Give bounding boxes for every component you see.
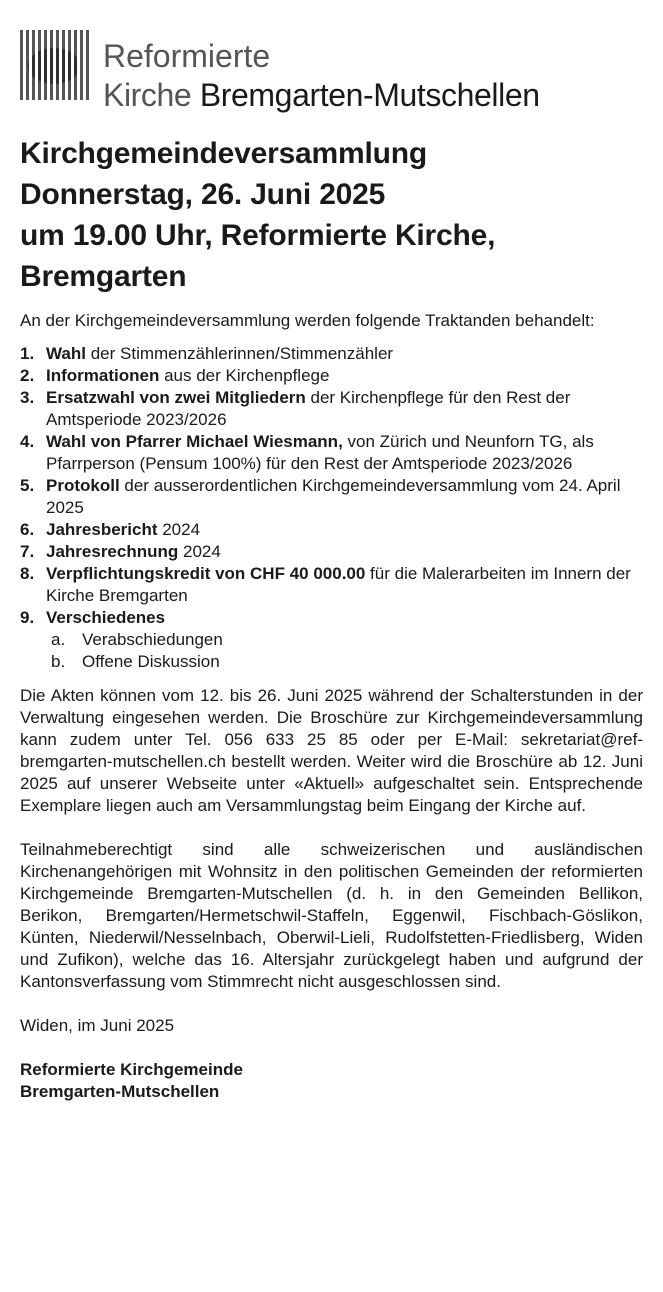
headline-line-2: Donnerstag, 26. Juni 2025	[20, 178, 386, 211]
agenda-subitem	[46, 651, 643, 673]
eligibility-paragraph: Teilnahmeberechtigt sind alle schweizerischen und ausländischen Kirchenangehörigen mit Wohnsitz in den politischen Gemeinden der reformierten Kirchgemeinde Bremgarten-Mutschellen (d. h. in den Gemeinden Bellikon, Berikon, Bremgarten/Hermetschwil-Staffeln, Eggenwil, Fischbach-Göslikon, Künten, Niederwil/Nesselnbach, Oberwil-Lieli, Rudolfstetten-Friedlisberg, Widen und Zufikon), welche das 16. Altersjahr zurückgelegt haben und aufgrund der Kantonsverfassung vom Stimmrecht nicht ausgeschlossen sind.	[20, 840, 643, 991]
agenda-item-number: 2.	[20, 366, 35, 385]
agenda-item-number: 8.	[20, 564, 35, 583]
intro-paragraph: An der Kirchgemeindeversammlung werden folgende Traktanden behandelt:	[20, 311, 595, 330]
agenda-item-title: Verpflichtungskredit von CHF 40 000.00	[46, 564, 366, 583]
church-logo-icon	[20, 26, 92, 106]
agenda-item-number: 5.	[20, 476, 35, 495]
agenda-item-number: 4.	[20, 432, 35, 451]
agenda-item-title: Wahl	[46, 344, 86, 363]
agenda-item-title: Jahresrechnung	[46, 542, 179, 561]
agenda-item	[20, 541, 643, 563]
agenda-item-number: 7.	[20, 542, 35, 561]
agenda-item	[20, 365, 643, 387]
agenda-subitem-text: Verabschiedungen	[82, 630, 223, 649]
logo-text-kirche-word: Kirche	[103, 77, 192, 113]
agenda-list	[20, 343, 643, 673]
agenda-item	[20, 343, 643, 365]
agenda-item	[20, 475, 643, 519]
agenda-item	[20, 607, 643, 673]
agenda-item-number: 9.	[20, 608, 35, 627]
logo-text-bremgarten: Bremgarten-Mutschellen	[199, 77, 540, 113]
agenda-item-title: Jahresbericht	[46, 520, 158, 539]
documents-paragraph: Die Akten können vom 12. bis 26. Juni 2025 während der Schalterstunden in der Verwaltung eingesehen werden. Die Broschüre zur Kirchgemeindeversammlung kann zudem unter Tel. 056 633 25 85 oder per E-Mail: sekretariat@ref-bremgarten-mutschellen.ch bestellt werden. Weiter wird die Broschüre ab 12. Juni 2025 auf unserer Webseite unter «Aktuell» aufgeschaltet sein. Entsprechende Exemplare liegen auch am Versammlungstag beim Eingang der Kirche auf.	[20, 686, 643, 815]
agenda-item-text: der ausserordentlichen Kirchgemeindeversammlung vom 24. April 2025	[46, 476, 621, 517]
logo-text-reformierte: Reformierte	[103, 38, 271, 74]
agenda-sublist	[46, 629, 643, 673]
headline-line-1: Kirchgemeindeversammlung	[20, 137, 427, 170]
agenda-item	[20, 387, 643, 431]
agenda-item-title: Ersatzwahl von zwei Mitgliedern	[46, 388, 306, 407]
agenda-item-number: 1.	[20, 344, 35, 363]
place-date: Widen, im Juni 2025	[20, 1016, 175, 1035]
agenda-subitem	[46, 629, 643, 651]
logo-text-kirche	[103, 79, 540, 111]
agenda-item	[20, 563, 643, 607]
agenda-item-title: Informationen	[46, 366, 160, 385]
agenda-item-text: von Zürich und Neunforn TG, als Pfarrperson (Pensum 100%) für den Rest der Amtsperiode 2023/2026	[46, 432, 594, 473]
signature	[20, 1059, 643, 1103]
agenda-item-text: für die Malerarbeiten im Innern der Kirche Bremgarten	[46, 564, 631, 605]
agenda-subitem-letter: b.	[51, 652, 66, 671]
agenda-item	[20, 519, 643, 541]
agenda-item-number: 3.	[20, 388, 35, 407]
agenda-item-title: Protokoll	[46, 476, 120, 495]
agenda-item-text: 2024	[157, 520, 201, 539]
agenda-item-text: 2024	[178, 542, 221, 561]
content	[20, 310, 643, 1103]
agenda-subitem-letter: a.	[51, 630, 66, 649]
agenda-item-number: 6.	[20, 520, 35, 539]
headline-line-3: um 19.00 Uhr, Reformierte Kirche,	[20, 219, 496, 252]
agenda-item-title: Verschiedenes	[46, 608, 166, 627]
agenda-item	[20, 431, 643, 475]
agenda-item-title: Wahl von Pfarrer Michael Wiesmann,	[46, 432, 343, 451]
logo	[20, 20, 660, 113]
signature-line-1: Reformierte Kirchgemeinde	[20, 1060, 243, 1079]
signature-line-2: Bremgarten-Mutschellen	[20, 1082, 220, 1101]
agenda-item-text: der Kirchenpflege für den Rest der Amtsperiode 2023/2026	[46, 388, 571, 429]
agenda-item-text: der Stimmenzählerinnen/Stimmenzähler	[85, 344, 394, 363]
agenda-subitem-text: Offene Diskussion	[82, 652, 220, 671]
headline-line-4: Bremgarten	[20, 260, 187, 293]
headline	[20, 133, 650, 297]
agenda-item-text: aus der Kirchenpflege	[159, 366, 330, 385]
